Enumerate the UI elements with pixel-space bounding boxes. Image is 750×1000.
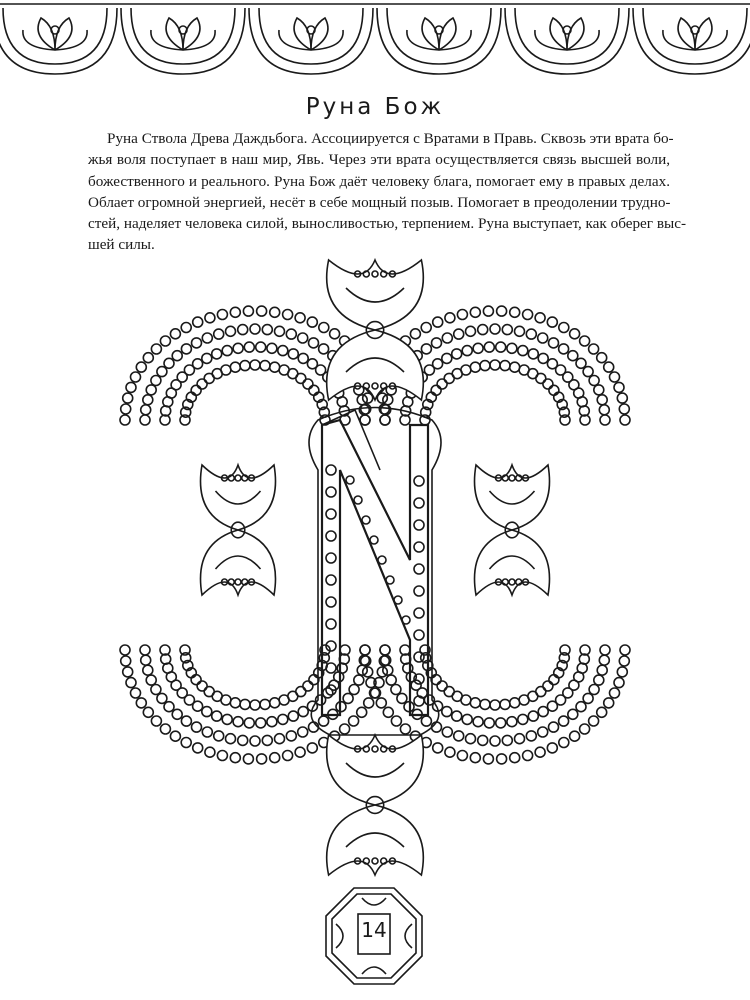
bead <box>400 724 410 734</box>
bead <box>500 361 510 371</box>
bead <box>515 734 525 744</box>
bead <box>288 711 298 721</box>
bead <box>146 385 156 395</box>
bead <box>589 716 599 726</box>
bead <box>202 333 212 343</box>
bead <box>298 727 308 737</box>
bead <box>278 714 288 724</box>
bead <box>583 367 593 377</box>
bead <box>230 362 240 372</box>
bead <box>442 353 452 363</box>
bead <box>214 329 224 339</box>
bead <box>191 675 201 685</box>
bead <box>319 323 329 333</box>
bead <box>473 343 483 353</box>
bead <box>617 393 627 403</box>
bead <box>151 344 161 354</box>
bead <box>238 325 248 335</box>
bead <box>131 688 141 698</box>
bead <box>257 306 267 316</box>
bead <box>349 716 359 726</box>
bead <box>136 698 146 708</box>
text-line: шей силы. <box>88 236 155 254</box>
bead <box>303 379 313 389</box>
bead <box>507 717 517 727</box>
bead <box>620 415 630 425</box>
bead <box>295 313 305 323</box>
bead <box>243 754 253 764</box>
bead <box>580 724 590 734</box>
bead <box>535 313 545 323</box>
bead <box>157 693 167 703</box>
bead <box>256 342 266 352</box>
bead <box>380 415 390 425</box>
right-flower <box>475 465 550 595</box>
bead <box>496 718 506 728</box>
bead <box>181 738 191 748</box>
bead <box>538 707 548 717</box>
bead <box>376 698 386 708</box>
text-line: стей, наделяет человека силой, выносливостью, терпением. Руна выступает, как оберег выс- <box>88 215 686 233</box>
bead <box>197 379 207 389</box>
bead <box>442 707 452 717</box>
bead <box>123 393 133 403</box>
bead <box>303 681 313 691</box>
bead <box>238 735 248 745</box>
bead <box>497 306 507 316</box>
bead <box>421 344 431 354</box>
bead <box>191 385 201 395</box>
bead <box>538 353 548 363</box>
bead <box>600 415 610 425</box>
bead <box>473 717 483 727</box>
bead <box>364 698 374 708</box>
bead <box>212 349 222 359</box>
bead <box>360 645 370 655</box>
bead <box>267 717 277 727</box>
bead <box>360 415 370 425</box>
bead <box>462 714 472 724</box>
bead <box>589 685 599 695</box>
bead <box>619 656 629 666</box>
bead <box>202 707 212 717</box>
flower-icon <box>151 18 215 50</box>
bead <box>437 681 447 691</box>
flower-icon <box>407 18 471 50</box>
bead <box>457 751 467 761</box>
bead <box>230 698 240 708</box>
bead <box>559 344 569 354</box>
bead <box>157 367 167 377</box>
bead <box>164 702 174 712</box>
bead <box>604 698 614 708</box>
bead <box>547 743 557 753</box>
bead <box>279 695 289 705</box>
bead <box>181 716 191 726</box>
bead <box>518 346 528 356</box>
bead <box>270 362 280 372</box>
bead <box>391 716 401 726</box>
bead <box>452 711 462 721</box>
bead <box>151 376 161 386</box>
bead <box>172 709 182 719</box>
bead <box>275 734 285 744</box>
bead <box>526 329 536 339</box>
bead <box>386 675 396 685</box>
bead <box>230 307 240 317</box>
page-number: 14 <box>361 918 387 942</box>
bead <box>538 333 548 343</box>
bead <box>559 738 569 748</box>
bead <box>490 360 500 370</box>
bead <box>442 333 452 343</box>
bead <box>309 338 319 348</box>
bead <box>262 735 272 745</box>
bead <box>143 353 153 363</box>
rune-coloring-ornament <box>0 250 750 890</box>
bead <box>143 707 153 717</box>
bead <box>445 313 455 323</box>
bead <box>307 317 317 327</box>
bottom-flower <box>327 735 424 875</box>
bead <box>470 362 480 372</box>
bead <box>589 344 599 354</box>
bead <box>528 349 538 359</box>
bead <box>576 358 586 368</box>
bead <box>222 346 232 356</box>
top-flower <box>327 260 424 400</box>
bead <box>262 325 272 335</box>
bead <box>599 405 609 415</box>
bead <box>452 349 462 359</box>
bead <box>576 702 586 712</box>
bead <box>510 362 520 372</box>
bead <box>244 342 254 352</box>
bead <box>193 743 203 753</box>
bead <box>256 718 266 728</box>
bead <box>480 361 490 371</box>
bead <box>141 655 151 665</box>
bead <box>146 675 156 685</box>
bead <box>202 727 212 737</box>
bead <box>478 325 488 335</box>
bead <box>240 361 250 371</box>
bead <box>568 351 578 361</box>
bead <box>470 753 480 763</box>
bead <box>121 404 131 414</box>
bead <box>610 688 620 698</box>
bead <box>523 751 533 761</box>
bead <box>298 707 308 717</box>
floral-motifs <box>201 260 550 875</box>
bead <box>604 362 614 372</box>
bead <box>204 687 214 697</box>
bead <box>244 718 254 728</box>
rune-description <box>88 128 686 256</box>
bead <box>226 734 236 744</box>
bead <box>141 405 151 415</box>
bead <box>286 731 296 741</box>
bead <box>136 362 146 372</box>
bead <box>597 353 607 363</box>
bead <box>383 707 393 717</box>
bead <box>480 699 490 709</box>
bead <box>421 323 431 333</box>
bead <box>270 753 280 763</box>
bead <box>437 379 447 389</box>
bead <box>568 709 578 719</box>
bead <box>454 329 464 339</box>
bead <box>250 736 260 746</box>
bead <box>614 678 624 688</box>
bead <box>570 329 580 339</box>
bead <box>120 415 130 425</box>
bead <box>510 698 520 708</box>
bead <box>470 307 480 317</box>
left-flower <box>201 465 276 595</box>
bead <box>461 365 471 375</box>
bead <box>309 385 319 395</box>
bead <box>140 415 150 425</box>
bead <box>457 310 467 320</box>
bead <box>597 395 607 405</box>
bead <box>484 342 494 352</box>
bead <box>549 722 559 732</box>
bead <box>597 665 607 675</box>
bead <box>205 747 215 757</box>
bead <box>594 675 604 685</box>
bead <box>470 698 480 708</box>
bead <box>410 329 420 339</box>
bead <box>620 645 630 655</box>
bead <box>549 675 559 685</box>
bead <box>126 382 136 392</box>
bead <box>380 645 390 655</box>
bead <box>260 361 270 371</box>
bead <box>140 645 150 655</box>
bead <box>164 358 174 368</box>
bead <box>279 365 289 375</box>
text-line: Руна Ствола Древа Даждьбога. Ассоциируется с Вратами в Правь. Сквозь эти врата бо- <box>107 130 674 147</box>
bead <box>192 722 202 732</box>
bead <box>283 310 293 320</box>
bead <box>559 716 569 726</box>
text-line: божественного и реального. Руна Бож даёт человеку блага, помогает ему в правых делах. <box>88 172 670 190</box>
bead <box>295 747 305 757</box>
bead <box>478 735 488 745</box>
bead <box>391 685 401 695</box>
bead <box>461 695 471 705</box>
bead <box>536 373 546 383</box>
bead <box>319 716 329 726</box>
bead <box>500 699 510 709</box>
bead <box>502 735 512 745</box>
bead <box>278 346 288 356</box>
bead <box>535 747 545 757</box>
bead <box>202 353 212 363</box>
bead <box>143 665 153 675</box>
bead <box>260 699 270 709</box>
bead <box>288 349 298 359</box>
bead <box>126 678 136 688</box>
bead <box>510 307 520 317</box>
flower-icon <box>535 18 599 50</box>
bead <box>151 716 161 726</box>
bead <box>319 344 329 354</box>
bead <box>547 317 557 327</box>
bead <box>170 329 180 339</box>
bead <box>275 326 285 336</box>
bead <box>354 675 364 685</box>
bead <box>610 372 620 382</box>
bead <box>197 681 207 691</box>
bead <box>462 346 472 356</box>
bead <box>340 724 350 734</box>
bead <box>233 343 243 353</box>
bead <box>523 310 533 320</box>
bead <box>270 307 280 317</box>
bead <box>226 326 236 336</box>
bead <box>121 656 131 666</box>
bead <box>217 751 227 761</box>
bead <box>510 753 520 763</box>
bead <box>483 754 493 764</box>
bead <box>343 693 353 703</box>
bead <box>619 404 629 414</box>
bead <box>454 731 464 741</box>
bead <box>528 711 538 721</box>
bead <box>270 698 280 708</box>
bead <box>559 323 569 333</box>
bead <box>283 751 293 761</box>
bead <box>490 736 500 746</box>
bead <box>120 645 130 655</box>
bead <box>597 707 607 717</box>
flower-icon <box>23 18 87 50</box>
bead <box>181 344 191 354</box>
bead <box>172 351 182 361</box>
bead <box>433 743 443 753</box>
bead <box>496 342 506 352</box>
bead <box>240 699 250 709</box>
bead <box>222 714 232 724</box>
bead <box>600 645 610 655</box>
bead <box>298 333 308 343</box>
bead <box>267 343 277 353</box>
bead <box>307 743 317 753</box>
bead <box>230 753 240 763</box>
bead <box>583 693 593 703</box>
bead <box>543 379 553 389</box>
bead <box>131 372 141 382</box>
bead <box>143 395 153 405</box>
bead <box>181 323 191 333</box>
bead <box>193 317 203 327</box>
bead <box>507 343 517 353</box>
bead <box>445 747 455 757</box>
bead <box>515 326 525 336</box>
bead <box>170 731 180 741</box>
bead <box>549 385 559 395</box>
bead <box>549 338 559 348</box>
bead <box>580 336 590 346</box>
bead <box>589 376 599 386</box>
bead <box>502 325 512 335</box>
bead <box>233 717 243 727</box>
bead <box>484 718 494 728</box>
bead <box>212 711 222 721</box>
bead <box>160 336 170 346</box>
bead <box>432 338 442 348</box>
bead <box>250 700 260 710</box>
bead <box>543 681 553 691</box>
bead <box>466 734 476 744</box>
bead <box>123 667 133 677</box>
text-line: Облает огромной энергией, несёт в себе мощный позыв. Помогает в преодолении трудно- <box>88 193 671 211</box>
bead <box>330 329 340 339</box>
bead <box>151 685 161 695</box>
bead <box>490 700 500 710</box>
bead <box>431 385 441 395</box>
bead <box>497 754 507 764</box>
bead <box>536 687 546 697</box>
bead <box>421 716 431 726</box>
bead <box>192 338 202 348</box>
top-ornamental-border <box>0 0 750 80</box>
bead <box>526 731 536 741</box>
bead <box>243 306 253 316</box>
bead <box>599 655 609 665</box>
bead <box>307 359 317 369</box>
text-line: жья воля поступает в наш мир, Явь. Через эти врата осуществляется связь высшей воли, <box>88 151 670 169</box>
bead <box>442 727 452 737</box>
bead <box>614 382 624 392</box>
bead <box>538 727 548 737</box>
bead <box>570 731 580 741</box>
bead <box>483 306 493 316</box>
bead <box>594 385 604 395</box>
bead <box>357 707 367 717</box>
bead <box>617 667 627 677</box>
bead <box>286 329 296 339</box>
page-title: Руна Бож <box>305 94 445 120</box>
bead <box>518 714 528 724</box>
bead <box>466 326 476 336</box>
bead <box>250 324 260 334</box>
bead <box>217 310 227 320</box>
bead <box>214 731 224 741</box>
bead <box>349 685 359 695</box>
bead <box>204 373 214 383</box>
bead <box>250 360 260 370</box>
flower-icon <box>663 18 727 50</box>
bead <box>490 324 500 334</box>
bead <box>160 724 170 734</box>
bead <box>433 359 443 369</box>
bead <box>397 693 407 703</box>
bead <box>433 317 443 327</box>
bead <box>257 754 267 764</box>
bead <box>205 313 215 323</box>
flower-icon <box>279 18 343 50</box>
bead <box>298 353 308 363</box>
